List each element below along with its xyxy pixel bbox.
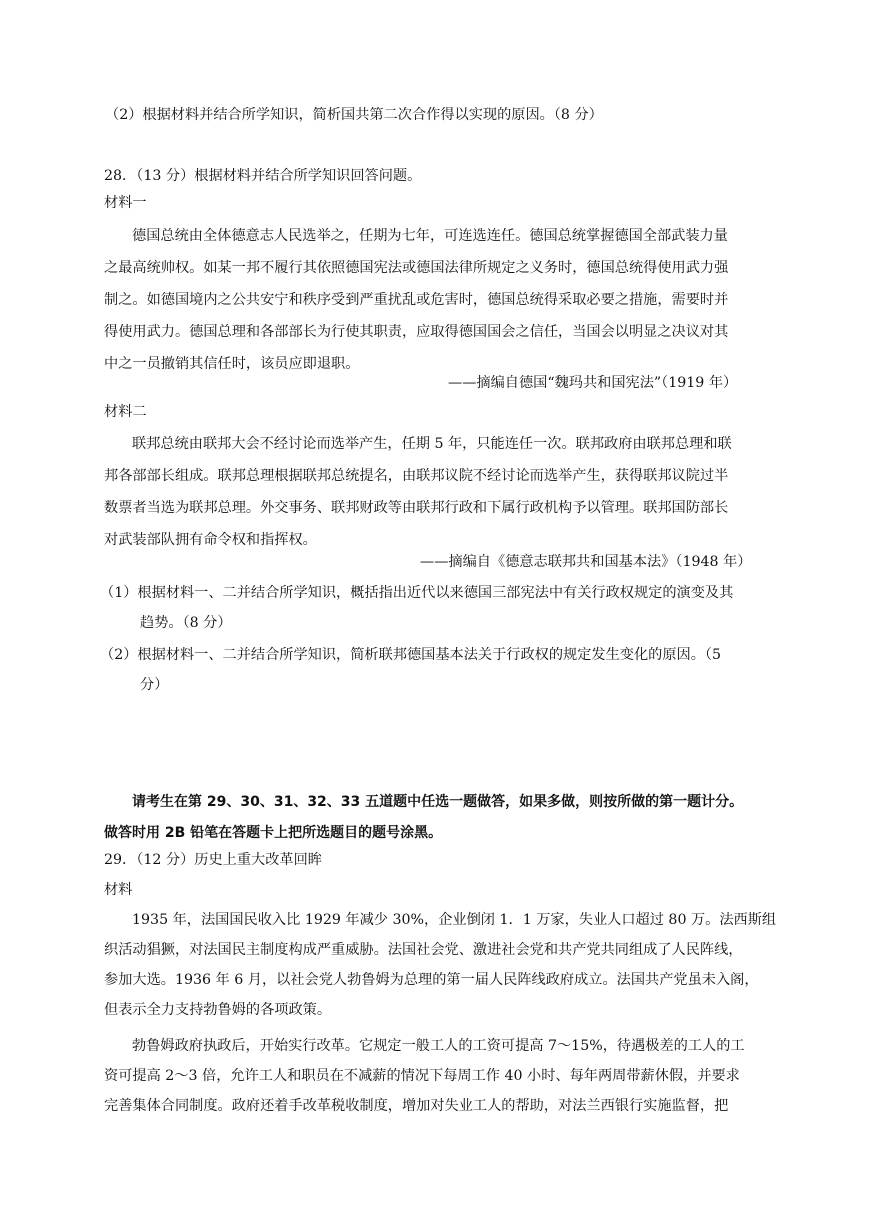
q28-material1-line: 中之一员撤销其信任时，该员应即退职。 bbox=[104, 356, 360, 372]
q28-material2-source: ——摘编自《德意志联邦共和国基本法》（1948 年） bbox=[420, 554, 752, 570]
q28-material2-line: 数票者当选为联邦总理。外交事务、联邦财政等由联邦行政和下属行政机构予以管理。联邦国防部长 bbox=[104, 500, 729, 516]
q28-part1-cont: 趋势。（8 分） bbox=[140, 615, 232, 631]
q28-material2-title: 材料二 bbox=[104, 404, 147, 420]
q29-material-line: 1935 年，法国国民收入比 1929 年减少 30%，企业倒闭 1．1 万家，失业人口超过 80 万。法西斯组 bbox=[132, 912, 777, 928]
q28-header: 28．（13 分）根据材料并结合所学知识回答问题。 bbox=[104, 168, 422, 184]
q28-material1-source: ——摘编自德国“魏玛共和国宪法”（1919 年） bbox=[448, 375, 738, 391]
q29-material-line: 资可提高 2～3 倍，允许工人和职员在不减薪的情况下每周工作 40 小时、每年两周带薪休假，并要求 bbox=[104, 1068, 740, 1084]
q28-material1-line: 制之。如德国境内之公共安宁和秩序受到严重扰乱或危害时，德国总统得采取必要之措施，需要时并 bbox=[104, 292, 729, 308]
elective-instruction: 做答时用 2B 铅笔在答题卡上把所选题目的题号涂黑。 bbox=[104, 825, 443, 841]
q28-material2-line: 邦各部部长组成。联邦总理根据联邦总统提名，由联邦议院不经讨论而选举产生，获得联邦议院过半 bbox=[104, 468, 729, 484]
q28-material2-line: 联邦总统由联邦大会不经讨论而选举产生，任期 5 年，只能连任一次。联邦政府由联邦总理和联 bbox=[132, 436, 732, 452]
q29-material-line: 织活动猖獗，对法国民主制度构成严重威胁。法国社会党、激进社会党和共产党共同组成了人民阵线， bbox=[104, 942, 743, 958]
q28-material1-line: 得使用武力。德国总理和各部部长为行使其职责，应取得德国国会之信任，当国会以明显之决议对其 bbox=[104, 324, 729, 340]
elective-instruction: 请考生在第 29、30、31、32、33 五道题中任选一题做答，如果多做，则按所做的第一题计分。 bbox=[132, 794, 744, 810]
q29-material-line: 勃鲁姆政府执政后，开始实行改革。它规定一般工人的工资可提高 7～15%，待遇极差的工人的工 bbox=[132, 1038, 745, 1054]
q29-material-line: 但表示全力支持勃鲁姆的各项政策。 bbox=[104, 1002, 332, 1018]
q28-material1-line: 德国总统由全体德意志人民选举之，任期为七年，可连选连任。德国总统掌握德国全部武装力量 bbox=[132, 228, 728, 244]
q28-material2-line: 对武装部队拥有命令权和指挥权。 bbox=[104, 532, 317, 548]
q29-header: 29．（12 分）历史上重大改革回眸 bbox=[104, 852, 322, 868]
q29-material-line: 参加大选。1936 年 6 月，以社会党人勃鲁姆为总理的第一届人民阵线政府成立。法国共产党虽未入阁， bbox=[104, 972, 759, 988]
q28-part2: （2）根据材料一、二并结合所学知识，简析联邦德国基本法关于行政权的规定发生变化的原因。（5 bbox=[100, 647, 722, 663]
q28-material1-title: 材料一 bbox=[104, 195, 147, 211]
q27-part2: （2）根据材料并结合所学知识，简析国共第二次合作得以实现的原因。（8 分） bbox=[105, 107, 603, 123]
q28-part2-cont: 分） bbox=[140, 677, 169, 693]
q29-material-line: 完善集体合同制度。政府还着手改革税收制度，增加对失业工人的帮助，对法兰西银行实施监督，把 bbox=[104, 1098, 729, 1114]
q28-part1: （1）根据材料一、二并结合所学知识，概括指出近代以来德国三部宪法中有关行政权规定的演变及其 bbox=[100, 585, 734, 601]
q29-material-title: 材料 bbox=[104, 882, 133, 898]
q28-material1-line: 之最高统帅权。如某一邦不履行其依照德国宪法或德国法律所规定之义务时，德国总统得使用武力强 bbox=[104, 260, 729, 276]
